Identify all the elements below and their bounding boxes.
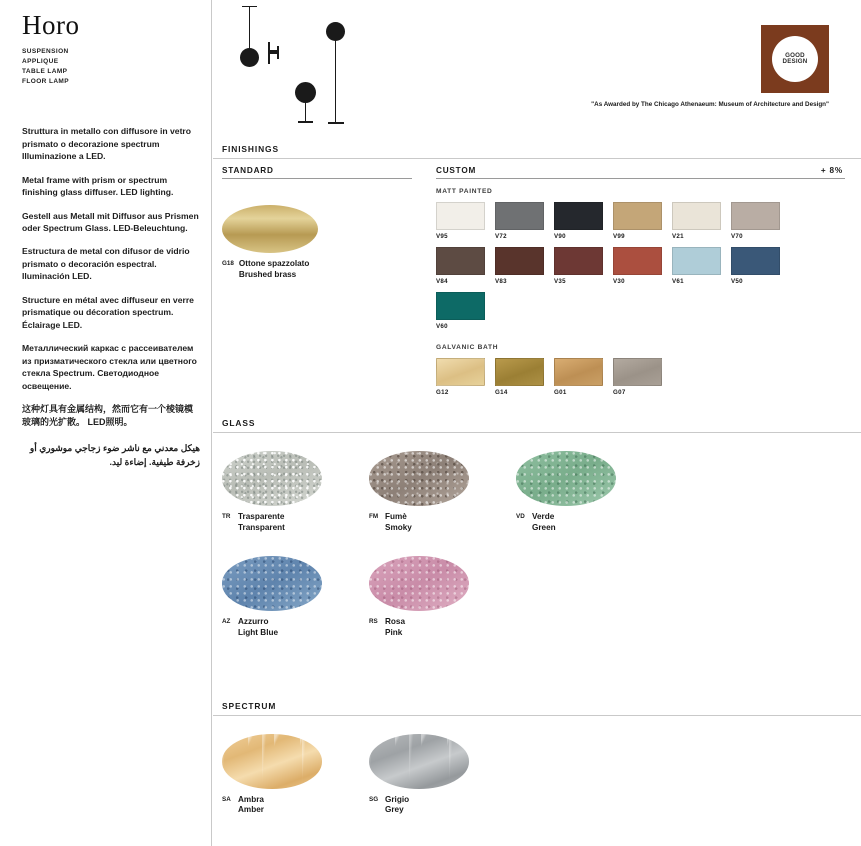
spectrum-item-empty — [516, 734, 616, 816]
glass-item-rs[interactable] — [369, 556, 469, 638]
category-suspension: SUSPENSION — [22, 48, 69, 55]
matt-painted-row-2 — [436, 247, 845, 285]
swatch-v84[interactable] — [436, 247, 485, 285]
swatch-chip-v99[interactable] — [613, 202, 662, 230]
swatch-v72[interactable] — [495, 202, 544, 240]
glass-abbr-rs: RS — [369, 618, 378, 626]
glass-abbr-fm: FM — [369, 513, 379, 520]
finishings-section — [213, 144, 861, 396]
matt-painted-label: MATT PAINTED — [436, 188, 493, 195]
spectrum-swatch-sa[interactable] — [222, 734, 322, 789]
swatch-code-g14: G14 — [495, 389, 508, 396]
description-it: Struttura in metallo con diffusore in vetro prismato o decorazione spectrum Illuminazione a LED. — [22, 126, 192, 162]
swatch-chip-g07[interactable] — [613, 358, 662, 386]
swatch-chip-v90[interactable] — [554, 202, 603, 230]
spectrum-row-1 — [222, 734, 861, 816]
description-de: Gestell aus Metall mit Diffusor aus Prismen oder Spectrum Glass. LED-Beleuchtung. — [22, 210, 199, 233]
spectrum-label: SPECTRUM — [222, 700, 277, 711]
galvanic-bath-row-1 — [436, 358, 845, 396]
glass-item-fm[interactable] — [369, 451, 469, 533]
swatch-code-v35: V35 — [554, 278, 566, 285]
custom-surcharge: + 8% — [820, 166, 843, 175]
glass-name-it-rs: Rosa — [385, 617, 406, 627]
spectrum-abbr-sa: SA — [222, 795, 231, 803]
swatch-code-v60: V60 — [436, 323, 448, 330]
custom-subhead — [436, 166, 845, 179]
category-table-lamp: TABLE LAMP — [22, 68, 68, 76]
swatch-chip-g12[interactable] — [436, 358, 485, 386]
custom-finishings — [436, 166, 845, 396]
award-badge-line2: DESIGN — [782, 58, 808, 65]
glass-abbr-tr: TR — [222, 513, 231, 520]
swatch-code-v99: V99 — [613, 233, 625, 240]
swatch-v90[interactable] — [554, 202, 603, 240]
category-floor-lamp: FLOOR LAMP — [22, 78, 69, 86]
glass-swatch-vd[interactable] — [516, 451, 616, 506]
glass-item-tr[interactable] — [222, 451, 322, 533]
award-badge-line1: GOOD — [785, 51, 805, 59]
glass-item-empty — [516, 556, 616, 638]
right-content-column — [213, 0, 861, 846]
swatch-chip-v35[interactable] — [554, 247, 603, 275]
glass-abbr-vd: VD — [516, 513, 525, 520]
glass-name-en-rs: Pink — [385, 627, 403, 637]
glass-swatch-rs[interactable] — [369, 556, 469, 611]
glass-swatch-tr[interactable] — [222, 451, 322, 506]
swatch-chip-v70[interactable] — [731, 202, 780, 230]
swatch-code-v70: V70 — [731, 233, 743, 240]
award-caption: "As Awarded by The Chicago Athenaeum: Museum of Architecture and Design" — [591, 101, 829, 108]
swatch-code-v95: V95 — [436, 233, 448, 240]
swatch-v61[interactable] — [672, 247, 721, 285]
spectrum-name-en-sg: Grey — [385, 805, 404, 815]
description-zh: 这种灯具有金属结构，然而它有一个棱镜模玻璃的光扩散。 LED照明。 — [22, 403, 194, 428]
swatch-g14[interactable] — [495, 358, 544, 396]
good-design-award-badge — [761, 25, 829, 93]
swatch-g01[interactable] — [554, 358, 603, 396]
spectrum-name-it-sa: Ambra — [238, 794, 264, 804]
swatch-code-v83: V83 — [495, 278, 507, 285]
swatch-v35[interactable] — [554, 247, 603, 285]
swatch-chip-v95[interactable] — [436, 202, 485, 230]
swatch-v95[interactable] — [436, 202, 485, 240]
spectrum-name-it-sg: Grigio — [385, 794, 410, 804]
swatch-code-v50: V50 — [731, 278, 743, 285]
category-applique: APPLIQUE — [22, 58, 59, 66]
standard-swatch-g18[interactable] — [222, 205, 412, 280]
swatch-chip-v60[interactable] — [436, 292, 485, 320]
glass-section — [213, 418, 861, 639]
glass-label: GLASS — [222, 418, 256, 428]
swatch-chip-v84[interactable] — [436, 247, 485, 275]
spectrum-abbr-sg: SG — [369, 795, 379, 803]
swatch-v99[interactable] — [613, 202, 662, 240]
description-ar: هيكل معدني مع ناشر ضوء زجاجي موشوري أو زخرفة طيفية. إضاءة ليد. — [29, 442, 200, 468]
swatch-chip-v50[interactable] — [731, 247, 780, 275]
swatch-chip-v61[interactable] — [672, 247, 721, 275]
spectrum-item-sg[interactable] — [369, 734, 469, 816]
swatch-v21[interactable] — [672, 202, 721, 240]
glass-name-en-tr: Transparent — [238, 522, 285, 532]
standard-finishings — [222, 166, 412, 396]
spectrum-swatch-sg[interactable] — [369, 734, 469, 789]
finishings-label: FINISHINGS — [222, 144, 279, 154]
swatch-code-v61: V61 — [672, 278, 684, 285]
swatch-g12[interactable] — [436, 358, 485, 396]
standard-name-en-g18: Brushed brass — [238, 269, 297, 279]
standard-code-g18: G18 — [222, 260, 234, 267]
glass-swatch-az[interactable] — [222, 556, 322, 611]
description-block — [22, 125, 200, 469]
spectrum-item-sa[interactable] — [222, 734, 322, 816]
swatch-code-g07: G07 — [613, 389, 626, 396]
glass-row-2 — [222, 556, 861, 638]
swatch-v50[interactable] — [731, 247, 780, 285]
swatch-chip-v72[interactable] — [495, 202, 544, 230]
glass-name-it-tr: Trasparente — [238, 512, 285, 521]
glass-row-1 — [222, 451, 861, 533]
swatch-v60[interactable] — [436, 292, 485, 330]
swatch-code-g12: G12 — [436, 389, 449, 396]
description-en: Metal frame with prism or spectrum finishing glass diffuser. LED lighting. — [22, 174, 174, 198]
glass-abbr-az: AZ — [222, 618, 231, 626]
swatch-code-v90: V90 — [554, 233, 566, 240]
spectrum-name-en-sa: Amber — [238, 805, 264, 815]
swatch-v30[interactable] — [613, 247, 662, 285]
glass-name-en-vd: Green — [532, 522, 556, 532]
glass-swatch-fm[interactable] — [369, 451, 469, 506]
page-title: Horo — [22, 10, 80, 40]
product-illustrations — [213, 0, 861, 130]
spectrum-section — [213, 701, 861, 816]
glass-item-vd[interactable] — [516, 451, 616, 533]
left-info-column — [0, 0, 212, 846]
matt-painted-row-3 — [436, 292, 845, 330]
swatch-code-v21: V21 — [672, 233, 684, 240]
galvanic-bath-label: GALVANIC BATH — [436, 344, 499, 351]
glass-name-it-fm: Fumè — [385, 512, 407, 521]
swatch-chip-g01[interactable] — [554, 358, 603, 386]
glass-name-en-az: Light Blue — [238, 627, 279, 637]
description-ru: Металлический каркас с рассеивателем из призматического стекла или цветного стекла Spectrum. Светодиодное освещение. — [22, 343, 197, 391]
swatch-code-g01: G01 — [554, 389, 567, 396]
product-categories — [22, 47, 211, 87]
standard-subhead — [222, 166, 412, 179]
swatch-chip-g14[interactable] — [495, 358, 544, 386]
swatch-chip-v21[interactable] — [672, 202, 721, 230]
description-es: Estructura de metal con difusor de vidrio prismato o decoración espectral. Iluminación LED. — [22, 246, 190, 282]
swatch-chip-v83[interactable] — [495, 247, 544, 275]
swatch-v83[interactable] — [495, 247, 544, 285]
matt-painted-row-1 — [436, 202, 845, 240]
swatch-code-v30: V30 — [613, 278, 625, 285]
glass-name-it-az: Azzurro — [238, 617, 269, 627]
custom-label: CUSTOM — [436, 166, 477, 175]
glass-name-en-fm: Smoky — [385, 522, 412, 532]
swatch-v70[interactable] — [731, 202, 780, 240]
glass-item-az[interactable] — [222, 556, 322, 638]
standard-name-it-g18: Ottone spazzolato — [238, 259, 310, 268]
swatch-code-v84: V84 — [436, 278, 448, 285]
swatch-g07[interactable] — [613, 358, 662, 396]
award-circle — [772, 36, 818, 82]
brushed-brass-swatch[interactable] — [222, 205, 318, 253]
standard-label: STANDARD — [222, 166, 274, 175]
swatch-code-v72: V72 — [495, 233, 507, 240]
swatch-chip-v30[interactable] — [613, 247, 662, 275]
description-fr: Structure en métal avec diffuseur en verre prismatique ou décoration spectrum. Éclairage LED. — [22, 294, 194, 330]
glass-name-it-vd: Verde — [532, 512, 555, 521]
